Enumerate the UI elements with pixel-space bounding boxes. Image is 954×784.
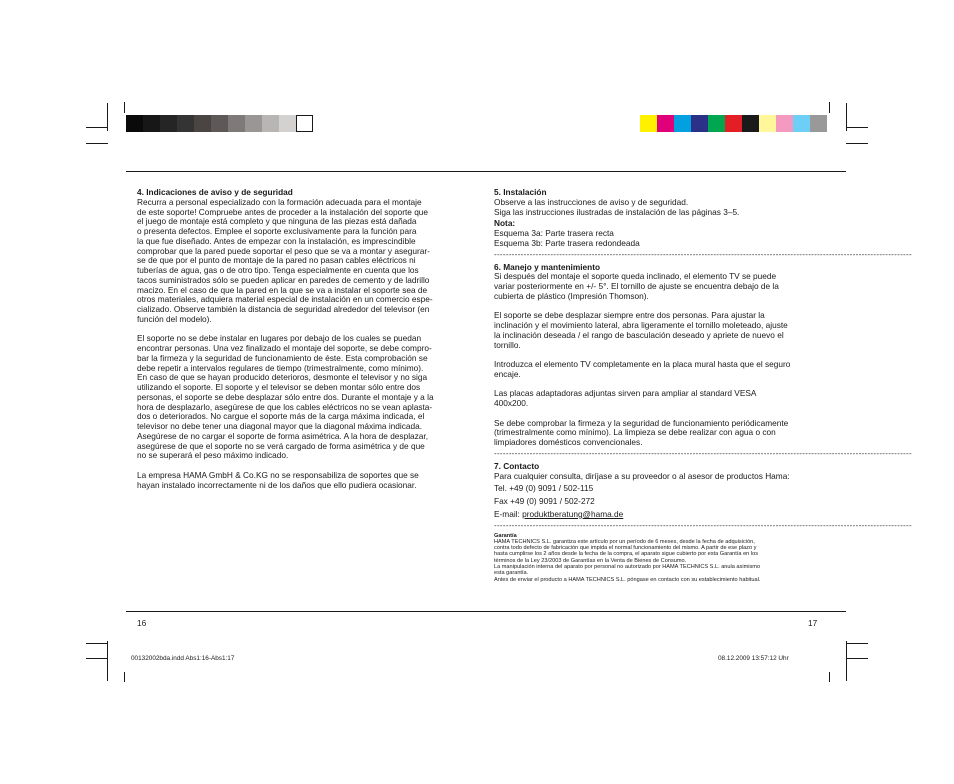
color-swatch	[759, 115, 776, 132]
gray-swatch	[245, 115, 262, 132]
warranty-paragraph: Antes de enviar el producto a HAMA TECHNICS S.L. póngase en contacto con su establecimiento habitual.	[494, 576, 761, 583]
crop-mark	[86, 127, 108, 128]
section-6-paragraph: Introduzca el elemento TV completamente en la placa mural hasta que el seguro encaje.	[494, 359, 791, 379]
color-swatch	[793, 115, 810, 132]
color-swatch	[776, 115, 793, 132]
warranty-paragraph: La manipulación interna del aparato por personal no autorizado por HAMA TECHNICS S.L. anula asimismo esta garantía.	[494, 563, 761, 577]
color-swatch	[810, 115, 827, 132]
section-4-title: 4. Indicaciones de aviso y de seguridad	[137, 187, 293, 197]
email-label: E-mail:	[494, 508, 523, 519]
date-slug: 08.12.2009 13:57:12 Uhr	[718, 655, 789, 662]
crop-mark	[846, 643, 868, 644]
section-7-paragraph: Para cualquier consulta, diríjase a su proveedor o al asesor de productos Hama:	[494, 470, 790, 481]
warranty-block	[494, 533, 810, 583]
page-number-left: 16	[137, 618, 147, 628]
warranty-title: Garantía	[494, 532, 517, 539]
color-swatch	[657, 115, 674, 132]
gray-swatch	[262, 115, 279, 132]
gray-swatch	[177, 115, 194, 132]
gray-swatch	[211, 115, 228, 132]
right-column	[494, 187, 912, 583]
color-swatch	[691, 115, 708, 132]
bottom-rule	[126, 611, 846, 612]
contact-fax: Fax +49 (0) 9091 / 502-272	[494, 496, 595, 506]
left-column	[137, 188, 472, 490]
crop-mark	[86, 643, 108, 644]
section-6-paragraph: Si después del montaje el soporte queda inclinado, el elemento TV se puede variar posteriormente en +/- 5°. El tornillo de ajuste se encuentra debajo de la cubierta de plástico (Impresión Thomson).	[494, 271, 779, 301]
color-swatch	[708, 115, 725, 132]
contact-email-line	[494, 510, 810, 520]
gray-swatch	[126, 115, 143, 132]
separator: ---------------------------------------------------------------------------------------------------------------------------------------------	[494, 448, 912, 458]
page-number-right: 17	[808, 618, 818, 628]
separator: ---------------------------------------------------------------------------------------------------------------------------------------------	[494, 249, 912, 259]
section-4-paragraph: El soporte no se debe instalar en lugares por debajo de los cuales se puedan encontrar personas. Una vez finalizado el montaje del soporte, se debe compro- bar la firmeza y la seguridad de funcionamiento de éste. Esta comprobación se debe repetir a intervalos regulares de tiempo (trimestralmente, como mínimo). En caso de que se hayan producido deterioros, desmonte el televisor y no siga utilizando el soporte. El soporte y el televisor se deben montar sólo entre dos personas, el soporte se debe desplazar sólo entre dos. Durante el montaje y a la hora de desplazarlo, asegúrese de que los cables eléctricos no se vean aplasta- dos o deteriorados. No cargue el soporte más de la carga máxima indicada, el televisor no debe tener una diagonal mayor que la diagonal máxima indicada. Asegúrese de no cargar el soporte de forma asimétrica. A la hora de desplazar, asegúrese de que el soporte no se verá cargado de forma asimétrica y de que no se superará el peso máximo indicado.	[137, 333, 434, 461]
email-link[interactable]: produktberatung@hama.de	[522, 508, 624, 519]
gray-swatch	[160, 115, 177, 132]
crop-mark	[86, 658, 108, 659]
crop-mark	[846, 641, 847, 681]
section-6-title: 6. Manejo y mantenimiento	[494, 261, 601, 272]
contact-phone: Tel. +49 (0) 9091 / 502-115	[494, 483, 594, 494]
crop-mark	[829, 102, 830, 113]
warranty-paragraph: HAMA TECHNICS S.L. garantiza este artículo por un período de 6 meses, desde la fecha de adquisición, contra todo defecto de fabricación que impida el normal funcionamiento del mismo. A partir de ese plazo y hasta cumplirse los 2 años desde la fecha de la compra, el aparato sigue cubierto por esta Garantía en los términos de la Ley 23/2003 de Garantías en la Venta de Bienes de Consumo.	[494, 538, 758, 564]
color-swatch	[725, 115, 742, 132]
gray-swatch	[228, 115, 245, 132]
color-swatch	[640, 115, 657, 132]
color-swatch	[742, 115, 759, 132]
section-4-paragraph: Recurra a personal especializado con la formación adecuada para el montaje de este soporte! Compruebe antes de proceder a la instalación del soporte que el juego de montaje está completo y que ninguna de las piezas está dañada o presenta defectos. Emplee el soporte exclusivamente para la función para la que fue diseñado. Antes de empezar con la instalación, es imprescindible comprobar que la pared puede soportar el peso que se va a montar y asegurar- se de que por el punto de montaje de la pared no pasan cables eléctricos ni tuberías de agua, gas o de otro tipo. Tenga especialmente en cuenta que los tacos suministrados sólo se pueden aplicar en paredes de cemento y de ladrillo macizo. En el caso de que la pared en la que se va a instalar el soporte sea de otros materiales, adquiera material especial de instalación en un comercio espe- cializado. Observe también la distancia de seguridad alrededor del televisor (en función del modelo).	[137, 196, 433, 324]
section-6-paragraph: Las placas adaptadoras adjuntas sirven para ampliar al standard VESA 400x200.	[494, 388, 757, 408]
crop-mark	[846, 127, 868, 128]
section-6-paragraph: El soporte se debe desplazar siempre entre dos personas. Para ajustar la inclinación y el movimiento lateral, abra ligeramente el tornillo moleteado, ajuste la inclinación deseada / el rango de basculación deseado y apriete de nuevo el tornillo.	[494, 310, 788, 350]
gray-swatch	[143, 115, 160, 132]
top-rule	[126, 171, 846, 172]
crop-mark	[829, 672, 830, 682]
crop-mark	[107, 641, 108, 681]
crop-mark	[846, 658, 868, 659]
crop-mark	[124, 672, 125, 682]
section-7-title: 7. Contacto	[494, 460, 540, 471]
crop-mark	[86, 143, 108, 144]
section-6-paragraph: Se debe comprobar la firmeza y la seguridad de funcionamiento periódicamente (trimestralmente como mínimo). La limpieza se debe realizar con agua o con limpiadores domésticos convencionales.	[494, 417, 789, 447]
file-slug: 00132002bda.indd Abs1:16-Abs1:17	[131, 655, 235, 662]
note-title: Nota:	[494, 218, 516, 229]
gray-swatch	[194, 115, 211, 132]
section-5-title: 5. Instalación	[494, 187, 547, 197]
crop-mark	[124, 102, 125, 113]
note-text: Esquema 3a: Parte trasera recta Esquema 3b: Parte trasera redondeada	[494, 228, 640, 248]
section-5-paragraph: Observe a las instrucciones de aviso y de seguridad. Siga las instrucciones ilustradas de instalación de las páginas 3–5.	[494, 196, 740, 217]
section-4-paragraph: La empresa HAMA GmbH & Co.KG no se responsabiliza de soportes que se hayan instalado incorrectamente ni de los daños que ello pudiera ocasionar.	[137, 469, 419, 490]
color-swatch	[674, 115, 691, 132]
crop-mark	[846, 143, 868, 144]
gray-swatch	[279, 115, 296, 132]
gray-swatch	[296, 115, 313, 132]
separator: ---------------------------------------------------------------------------------------------------------------------------------------------	[494, 520, 912, 530]
